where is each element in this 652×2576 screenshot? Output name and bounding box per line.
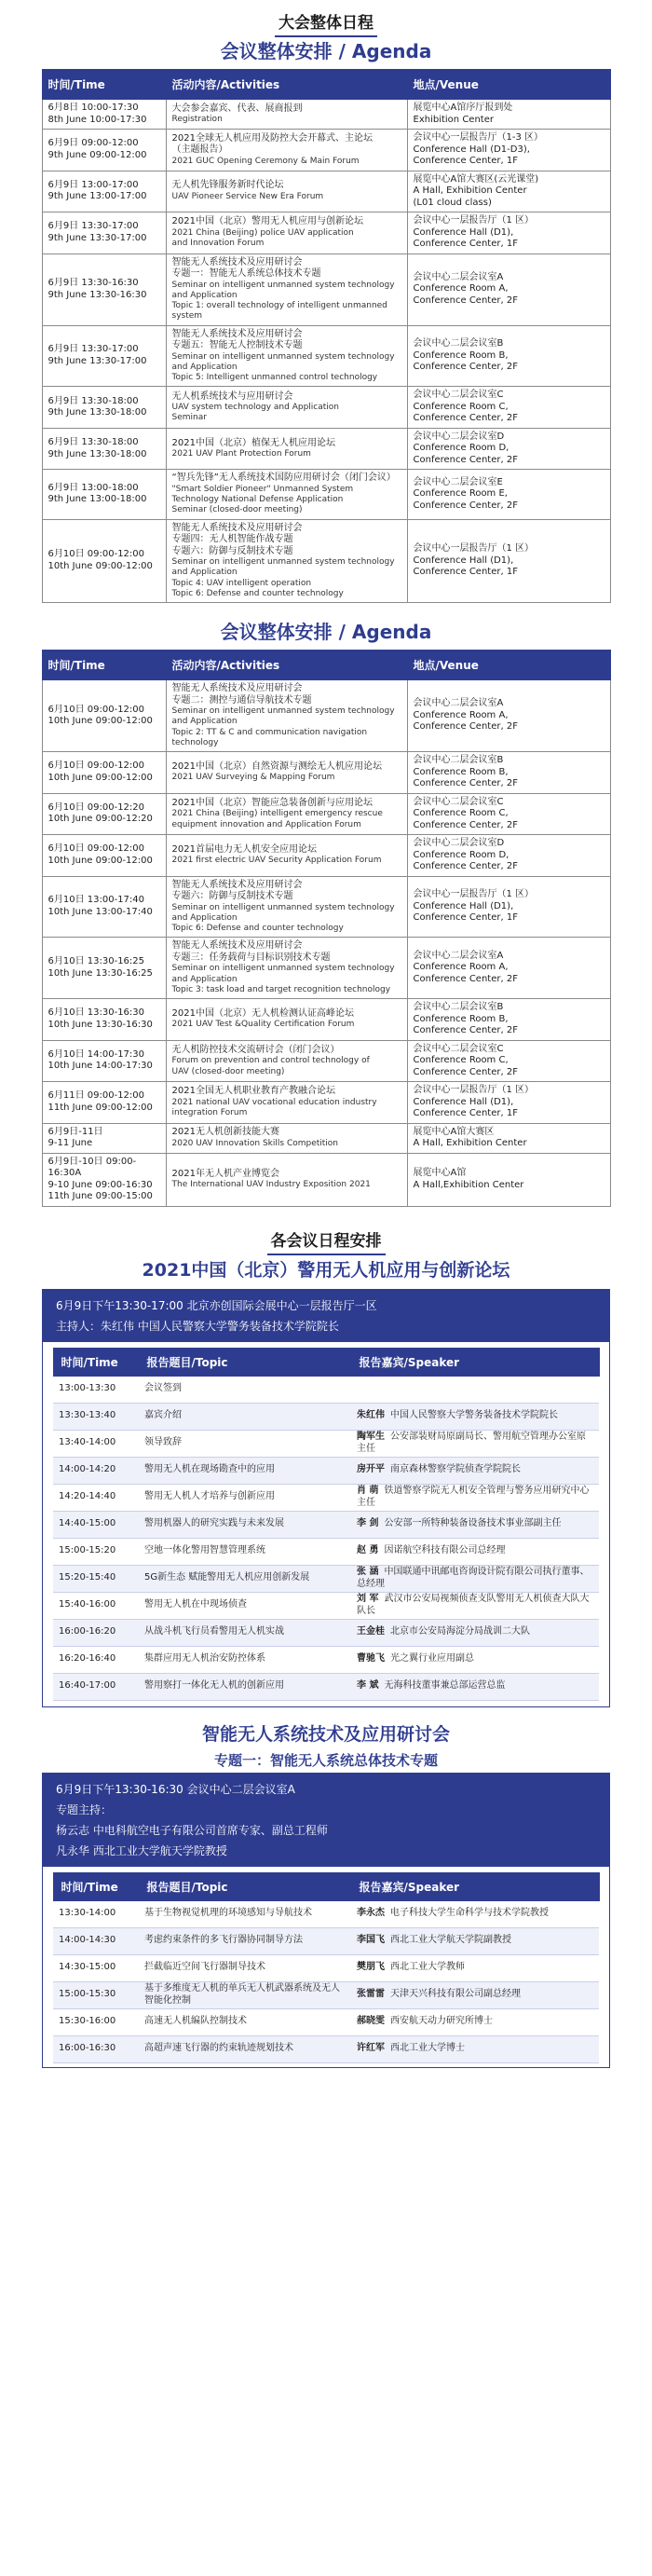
schedule-row (53, 1592, 599, 1619)
forum2-header-topic: 报告题目/Topic (139, 1872, 351, 1900)
agenda-title-1: 会议整体安排 / Agenda (220, 40, 432, 62)
schedule-speaker (351, 1565, 599, 1592)
schedule-time: 15:00-15:20 (53, 1538, 139, 1565)
schedule-topic: 警用察打一体化无人机的创新应用 (139, 1673, 351, 1700)
schedule-time: 16:40-17:00 (53, 1673, 139, 1700)
speaker-name: 肖 萌 (357, 1486, 379, 1496)
row-activity (166, 1040, 407, 1082)
forums-banner-title: 各会议日程安排 (267, 1227, 386, 1255)
row-time: 6月8日 10:00-17:30 8th June 10:00-17:30 (42, 100, 166, 130)
activity-zh: 无人机系统技术与应用研讨会 (171, 391, 293, 402)
schedule-row (53, 1511, 599, 1538)
row-time: 6月9日 13:30-18:00 9th June 13:30-18:00 (42, 387, 166, 429)
row-venue: 展览中心A馆大赛区 A Hall, Exhibition Center (407, 1123, 610, 1153)
schedule-row (53, 2035, 599, 2062)
agenda-row (42, 519, 610, 603)
agenda-table-1 (42, 69, 611, 603)
schedule-speaker (351, 1484, 599, 1511)
forum2-header-time: 时间/Time (53, 1872, 139, 1900)
schedule-topic: 警用无人机在现场勘查中的应用 (139, 1457, 351, 1484)
schedule-time: 15:00-15:30 (53, 1981, 139, 2008)
activity-en: 2021 first electric UAV Security Application Forum (171, 856, 382, 866)
speaker-org: 无海科技董事兼总部运营总监 (384, 1680, 506, 1692)
forum1-panel (42, 1289, 610, 1707)
row-time: 6月9日-10日 09:00-16:30A 9-10 June 09:00-16:30 11th June 09:00-15:00 (42, 1153, 166, 1206)
schedule-time: 16:00-16:20 (53, 1619, 139, 1646)
speaker-name: 樊朋飞 (357, 1962, 385, 1973)
schedule-topic: 集群应用无人机治安防控体系 (139, 1646, 351, 1673)
agenda-row (42, 1153, 610, 1206)
activity-en: Seminar on intelligent unmanned system technology and Application Topic 2: TT & C and communication navigation technology (171, 706, 395, 747)
schedule-speaker (351, 1538, 599, 1565)
agenda-row (42, 1082, 610, 1124)
speaker-org: 西北工业大学教师 (390, 1962, 465, 1973)
activity-zh: 智能无人系统技术及应用研讨会 专题四：无人机智能作战专题 专题六：防御与反制技术专题 (171, 522, 303, 556)
row-time: 6月9日 09:00-12:00 9th June 09:00-12:00 (42, 130, 166, 171)
row-activity (166, 876, 407, 938)
row-activity (166, 1153, 407, 1206)
schedule-time: 13:00-13:30 (53, 1376, 139, 1403)
speaker-org: 西北工业大学博士 (390, 2043, 465, 2054)
row-venue: 会议中心二层会议室A Conference Room A, Conference Center, 2F (407, 938, 610, 999)
schedule-row (53, 1954, 599, 1981)
schedule-row (53, 1565, 599, 1592)
row-activity (166, 519, 407, 603)
row-time: 6月9日 13:00-17:00 9th June 13:00-17:00 (42, 171, 166, 212)
activity-zh: 智能无人系统技术及应用研讨会 专题六：防御与反制技术专题 (171, 879, 303, 901)
row-activity (166, 938, 407, 999)
speaker-name: 张 涵 (357, 1567, 379, 1577)
schedule-topic: 警用机器人的研究实践与未来发展 (139, 1511, 351, 1538)
speaker-org: 因诺航空科技有限公司总经理 (384, 1545, 506, 1556)
schedule-row (53, 1900, 599, 1927)
agenda-table-2 (42, 650, 611, 1207)
agenda-row (42, 752, 610, 794)
schedule-speaker (351, 2008, 599, 2035)
activity-en: The International UAV Industry Exposition 2021 (171, 1180, 371, 1190)
row-activity (166, 428, 407, 470)
agenda-row (42, 100, 610, 130)
activity-en: 2021 GUC Opening Ceremony & Main Forum (171, 156, 360, 166)
forums-banner (0, 1218, 652, 1252)
activity-zh: “智兵先锋”无人系统技术国防应用研讨会（闭门会议） (171, 473, 396, 484)
speaker-org: 北京市公安局海淀分局战训二大队 (390, 1626, 530, 1637)
row-venue: 会议中心二层会议室D Conference Room D, Conference Center, 2F (407, 835, 610, 877)
speaker-name: 李 剑 (357, 1518, 379, 1529)
agenda-row (42, 130, 610, 171)
schedule-topic: 高超声速飞行器的约束轨迹规划技术 (139, 2035, 351, 2062)
row-time: 6月10日 13:30-16:30 10th June 13:30-16:30 (42, 999, 166, 1041)
row-venue: 会议中心二层会议室B Conference Room B, Conference Center, 2F (407, 752, 610, 794)
activity-zh: 2021全球无人机应用及防控大会开幕式、主论坛 （主题报告） (171, 132, 373, 156)
activity-zh: 2021中国（北京）自然资源与测绘无人机应用论坛 (171, 760, 382, 772)
activity-zh: 无人机先锋服务新时代论坛 (171, 180, 284, 191)
schedule-time: 13:30-14:00 (53, 1900, 139, 1927)
row-time: 6月10日 09:00-12:20 10th June 09:00-12:20 (42, 793, 166, 835)
agenda-header-row (42, 70, 610, 100)
row-venue: 展览中心A馆 A Hall,Exhibition Center (407, 1153, 610, 1206)
row-venue: 展览中心A馆序厅报到处 Exhibition Center (407, 100, 610, 130)
schedule-topic: 基于多维度无人机的单兵无人机武器系统及无人智能化控制 (139, 1981, 351, 2008)
schedule-time: 15:30-16:00 (53, 2008, 139, 2035)
schedule-topic: 会议签到 (139, 1376, 351, 1403)
row-time: 6月9日 13:30-16:30 9th June 13:30-16:30 (42, 253, 166, 325)
row-time: 6月9日 13:00-18:00 9th June 13:00-18:00 (42, 470, 166, 519)
activity-zh: 无人机防控技术交流研讨会（闭门会议） (171, 1044, 340, 1055)
activity-en: Seminar on intelligent unmanned system technology and Application Topic 3: task load and target recognition technology (171, 964, 395, 994)
schedule-time: 14:00-14:30 (53, 1927, 139, 1954)
schedule-topic: 嘉宾介绍 (139, 1403, 351, 1430)
header-venue: 地点/Venue (407, 651, 610, 680)
row-activity (166, 680, 407, 752)
schedule-speaker (351, 1981, 599, 2008)
header-activities: 活动内容/Activities (166, 70, 407, 100)
schedule-time: 15:20-15:40 (53, 1565, 139, 1592)
activity-en: 2021 national UAV vocational education industry integration Forum (171, 1097, 377, 1117)
schedule-row (53, 1927, 599, 1954)
forum1-info: 6月9日下午13:30-17:00 北京亦创国际会展中心一层报告厅一区 主持人：朱红伟 中国人民警察大学警务装备技术学院院长 (43, 1290, 609, 1342)
speaker-name: 李国飞 (357, 1935, 385, 1946)
row-activity (166, 1082, 407, 1124)
activity-zh: 大会参会嘉宾、代表、展商报到 (171, 103, 303, 114)
schedule-speaker (351, 1403, 599, 1430)
forum2-info: 6月9日下午13:30-16:30 会议中心二层会议室A 专题主持： 杨云志 中电科航空电子有限公司首席专家、副总工程师 凡永华 西北工业大学航天学院教授 (43, 1774, 609, 1867)
activity-zh: 智能无人系统技术及应用研讨会 专题五：智能无人控制技术专题 (171, 328, 303, 350)
row-venue: 会议中心一层报告厅（1 区） Conference Hall (D1), Conference Center, 1F (407, 519, 610, 603)
speaker-org: 中国联通中讯邮电咨询设计院有限公司执行董事、总经理 (357, 1567, 590, 1589)
agenda-row (42, 171, 610, 212)
schedule-time: 14:30-15:00 (53, 1954, 139, 1981)
agenda-row (42, 325, 610, 387)
forum2-header-row (53, 1872, 599, 1900)
row-activity (166, 835, 407, 877)
activity-zh: 2021中国（北京）植保无人机应用论坛 (171, 437, 335, 448)
row-time: 6月9日 13:30-17:00 9th June 13:30-17:00 (42, 325, 166, 387)
row-time: 6月9日 13:30-17:00 9th June 13:30-17:00 (42, 212, 166, 254)
agenda-row (42, 999, 610, 1041)
agenda-title-2: 会议整体安排 / Agenda (220, 621, 432, 643)
header-time: 时间/Time (42, 651, 166, 680)
activity-zh: 智能无人系统技术及应用研讨会 专题一：智能无人系统总体技术专题 (171, 256, 321, 279)
speaker-name: 曹驰飞 (357, 1653, 385, 1665)
activity-zh: 智能无人系统技术及应用研讨会 专题三：任务载荷与目标识别技术专题 (171, 940, 331, 963)
schedule-row (53, 1457, 599, 1484)
schedule-time: 14:40-15:00 (53, 1511, 139, 1538)
schedule-time: 13:40-14:00 (53, 1430, 139, 1457)
speaker-name: 李 斌 (357, 1680, 379, 1692)
row-venue: 会议中心二层会议室A Conference Room A, Conference Center, 2F (407, 253, 610, 325)
overall-schedule-banner (0, 0, 652, 34)
activity-zh: 2021年无人机产业博览会 (171, 1168, 279, 1179)
agenda-row (42, 793, 610, 835)
schedule-speaker (351, 1900, 599, 1927)
agenda-row (42, 428, 610, 470)
row-time: 6月9日-11日 9-11 June (42, 1123, 166, 1153)
activity-zh: 智能无人系统技术及应用研讨会 专题二：测控与通信导航技术专题 (171, 683, 312, 706)
agenda-row (42, 680, 610, 752)
schedule-topic: 基于生物视觉机理的环境感知与导航技术 (139, 1900, 351, 1927)
speaker-name: 张雷雷 (357, 1989, 385, 2000)
activity-zh: 2021中国（北京）智能应急装备创新与应用论坛 (171, 797, 373, 808)
forum2-panel (42, 1773, 610, 2068)
banner-title: 大会整体日程 (275, 9, 377, 37)
agenda-row (42, 876, 610, 938)
row-activity (166, 752, 407, 794)
row-activity (166, 100, 407, 130)
row-venue: 会议中心一层报告厅（1 区） Conference Hall (D1), Conference Center, 1F (407, 1082, 610, 1124)
row-time: 6月10日 09:00-12:00 10th June 09:00-12:00 (42, 519, 166, 603)
row-time: 6月10日 13:00-17:40 10th June 13:00-17:40 (42, 876, 166, 938)
activity-en: 2021 China (Beijing) police UAV application and Innovation Forum (171, 227, 354, 248)
speaker-org: 中国人民警察大学警务装备技术学院院长 (390, 1410, 558, 1421)
activity-zh: 2021中国（北京）无人机检测认证高峰论坛 (171, 1007, 354, 1019)
row-time: 6月11日 09:00-12:00 11th June 09:00-12:00 (42, 1082, 166, 1124)
row-venue: 会议中心二层会议室B Conference Room B, Conference Center, 2F (407, 325, 610, 387)
speaker-name: 朱红伟 (357, 1410, 385, 1421)
schedule-row (53, 1646, 599, 1673)
speaker-org: 西安航天动力研究所博士 (390, 2016, 493, 2027)
schedule-row (53, 1430, 599, 1457)
speaker-name: 王金桂 (357, 1626, 385, 1637)
row-venue: 会议中心二层会议室E Conference Room E, Conference Center, 2F (407, 470, 610, 519)
agenda-row (42, 253, 610, 325)
speaker-org: 公安部装财局原副局长、警用航空管理办公室原主任 (357, 1432, 586, 1454)
activity-en: Forum on prevention and control technology of UAV (closed-door meeting) (171, 1056, 370, 1076)
row-venue: 会议中心二层会议室C Conference Room C, Conference Center, 2F (407, 793, 610, 835)
schedule-topic: 领导致辞 (139, 1430, 351, 1457)
schedule-topic: 高速无人机编队控制技术 (139, 2008, 351, 2035)
schedule-topic: 警用无人机在中现场侦查 (139, 1592, 351, 1619)
speaker-name: 许红军 (357, 2043, 385, 2054)
schedule-speaker (351, 1457, 599, 1484)
activity-en: "Smart Soldier Pioneer" Unmanned System Technology National Defense Application Seminar (closed-door meeting) (171, 484, 354, 515)
row-venue: 展览中心A馆大赛区(云光课堂) A Hall, Exhibition Center (L01 cloud class) (407, 171, 610, 212)
activity-zh: 2021首届电力无人机安全应用论坛 (171, 843, 317, 855)
forum1-table (53, 1348, 600, 1701)
row-activity (166, 212, 407, 254)
row-time: 6月10日 13:30-16:25 10th June 13:30-16:25 (42, 938, 166, 999)
activity-en: 2021 UAV Plant Protection Forum (171, 449, 311, 459)
speaker-name: 刘 军 (357, 1594, 379, 1604)
activity-en: Seminar on intelligent unmanned system technology and Application Topic 4: UAV intelligent operation Topic 6: Defense and counter technology (171, 557, 395, 598)
forum1-title: 2021中国（北京）警用无人机应用与创新论坛 (142, 1259, 510, 1281)
schedule-row (53, 1484, 599, 1511)
schedule-speaker (351, 1376, 599, 1403)
agenda-row (42, 1040, 610, 1082)
schedule-speaker (351, 1927, 599, 1954)
forum1-header-topic: 报告题目/Topic (139, 1348, 351, 1376)
activity-en: 2021 China (Beijing) intelligent emergency rescue equipment innovation and Application Forum (171, 809, 383, 829)
forum2-header-speaker: 报告嘉宾/Speaker (351, 1872, 599, 1900)
agenda-row (42, 387, 610, 429)
row-activity (166, 999, 407, 1041)
activity-zh: 2021全国无人机职业教育产教融合论坛 (171, 1086, 335, 1097)
schedule-speaker (351, 1954, 599, 1981)
schedule-time: 16:20-16:40 (53, 1646, 139, 1673)
schedule-speaker (351, 1619, 599, 1646)
speaker-org: 铁道警察学院无人机安全管理与警务应用研究中心主任 (357, 1486, 590, 1508)
schedule-time: 14:20-14:40 (53, 1484, 139, 1511)
activity-en: 2021 UAV Surveying & Mapping Forum (171, 773, 335, 783)
row-time: 6月10日 09:00-12:00 10th June 09:00-12:00 (42, 680, 166, 752)
schedule-row (53, 2008, 599, 2035)
activity-en: Seminar on intelligent unmanned system technology and Application Topic 1: overall technology of intelligent unmanned system (171, 280, 395, 322)
speaker-name: 陶军生 (357, 1432, 385, 1442)
row-venue: 会议中心一层报告厅（1 区） Conference Hall (D1), Conference Center, 1F (407, 212, 610, 254)
row-time: 6月10日 09:00-12:00 10th June 09:00-12:00 (42, 752, 166, 794)
schedule-topic: 警用无人机人才培养与创新应用 (139, 1484, 351, 1511)
speaker-org: 南京森林警察学院侦查学院院长 (390, 1464, 521, 1475)
schedule-topic: 5G新生态 赋能警用无人机应用创新发展 (139, 1565, 351, 1592)
forum2-subtitle: 专题一：智能无人系统总体技术专题 (213, 1751, 438, 1769)
schedule-time: 13:30-13:40 (53, 1403, 139, 1430)
header-venue: 地点/Venue (407, 70, 610, 100)
schedule-topic: 空地一体化警用智慧管理系统 (139, 1538, 351, 1565)
speaker-name: 赵 勇 (357, 1545, 379, 1556)
speaker-name: 李永杰 (357, 1908, 385, 1919)
row-activity (166, 325, 407, 387)
row-activity (166, 253, 407, 325)
schedule-speaker (351, 1511, 599, 1538)
speaker-org: 武汉市公安局视频侦查支队警用无人机侦查大队大队长 (357, 1594, 590, 1616)
row-venue: 会议中心一层报告厅（1-3 区） Conference Hall (D1-D3), Conference Center, 1F (407, 130, 610, 171)
agenda-row (42, 470, 610, 519)
schedule-time: 16:00-16:30 (53, 2035, 139, 2062)
row-time: 6月10日 14:00-17:30 10th June 14:00-17:30 (42, 1040, 166, 1082)
activity-zh: 2021无人机创新技能大赛 (171, 1127, 279, 1138)
schedule-speaker (351, 2035, 599, 2062)
row-activity (166, 793, 407, 835)
forum1-header-row (53, 1348, 599, 1376)
schedule-topic: 考虑约束条件的多飞行器协同制导方法 (139, 1927, 351, 1954)
agenda-row (42, 1123, 610, 1153)
forum2-title: 智能无人系统技术及应用研讨会 (201, 1723, 450, 1745)
speaker-org: 公安部一所特种装备设备技术事业部副主任 (384, 1518, 562, 1529)
speaker-name: 房开平 (357, 1464, 385, 1475)
agenda-row (42, 212, 610, 254)
row-activity (166, 387, 407, 429)
schedule-speaker (351, 1592, 599, 1619)
row-venue: 会议中心二层会议室D Conference Room D, Conference Center, 2F (407, 428, 610, 470)
row-venue: 会议中心二层会议室C Conference Room C, Conference Center, 2F (407, 387, 610, 429)
agenda-row (42, 938, 610, 999)
header-activities: 活动内容/Activities (166, 651, 407, 680)
speaker-org: 电子科技大学生命科学与技术学院教授 (390, 1908, 549, 1919)
schedule-row (53, 1619, 599, 1646)
schedule-speaker (351, 1430, 599, 1457)
schedule-time: 15:40-16:00 (53, 1592, 139, 1619)
activity-en: 2020 UAV Innovation Skills Competition (171, 1138, 339, 1148)
row-activity (166, 130, 407, 171)
schedule-speaker (351, 1673, 599, 1700)
speaker-org: 天津天兴科技有限公司副总经理 (390, 1989, 521, 2000)
row-activity (166, 1123, 407, 1153)
row-time: 6月9日 13:30-18:00 9th June 13:30-18:00 (42, 428, 166, 470)
schedule-row (53, 1376, 599, 1403)
forum2-table (53, 1872, 600, 2063)
agenda-header-row (42, 651, 610, 680)
schedule-time: 14:00-14:20 (53, 1457, 139, 1484)
speaker-org: 西北工业大学航天学院副教授 (390, 1935, 511, 1946)
row-venue: 会议中心二层会议室B Conference Room B, Conference Center, 2F (407, 999, 610, 1041)
schedule-row (53, 1981, 599, 2008)
schedule-topic: 拦截临近空间飞行器制导技术 (139, 1954, 351, 1981)
schedule-row (53, 1403, 599, 1430)
schedule-row (53, 1538, 599, 1565)
activity-en: Seminar on intelligent unmanned system technology and Application Topic 6: Defense and counter technology (171, 902, 395, 933)
row-venue: 会议中心一层报告厅（1 区） Conference Hall (D1), Conference Center, 1F (407, 876, 610, 938)
schedule-speaker (351, 1646, 599, 1673)
header-time: 时间/Time (42, 70, 166, 100)
activity-zh: 2021中国（北京）警用无人机应用与创新论坛 (171, 216, 363, 227)
activity-en: 2021 UAV Test &Quality Certification Forum (171, 1020, 355, 1030)
schedule-topic: 从战斗机飞行员看警用无人机实战 (139, 1619, 351, 1646)
row-venue: 会议中心二层会议室C Conference Room C, Conference Center, 2F (407, 1040, 610, 1082)
activity-en: Seminar on intelligent unmanned system technology and Application Topic 5: Intelligent unmanned control technology (171, 351, 395, 382)
row-time: 6月10日 09:00-12:00 10th June 09:00-12:00 (42, 835, 166, 877)
forum1-header-time: 时间/Time (53, 1348, 139, 1376)
activity-en: UAV system technology and Application Seminar (171, 403, 339, 423)
schedule-row (53, 1673, 599, 1700)
speaker-org: 光之翼行业应用副总 (390, 1653, 474, 1665)
row-activity (166, 470, 407, 519)
speaker-name: 郝晓雯 (357, 2016, 385, 2027)
activity-en: Registration (171, 115, 223, 125)
forum1-header-speaker: 报告嘉宾/Speaker (351, 1348, 599, 1376)
agenda-row (42, 835, 610, 877)
row-activity (166, 171, 407, 212)
row-venue: 会议中心二层会议室A Conference Room A, Conference Center, 2F (407, 680, 610, 752)
activity-en: UAV Pioneer Service New Era Forum (171, 191, 324, 201)
